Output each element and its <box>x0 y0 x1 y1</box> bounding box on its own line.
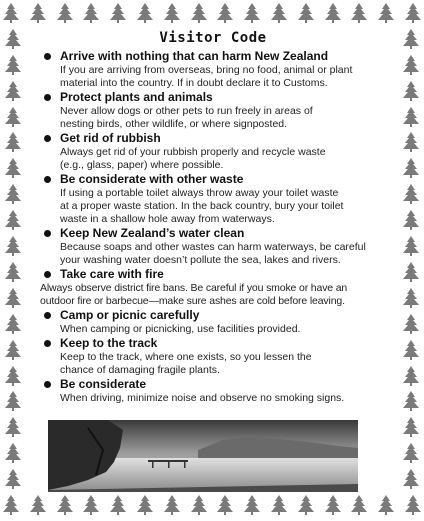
pine-tree-icon <box>322 494 344 516</box>
pine-tree-icon <box>214 2 236 24</box>
pine-tree-icon <box>27 2 49 24</box>
pine-tree-icon <box>2 313 24 335</box>
item-title: Keep New Zealand’s water clean <box>60 226 245 240</box>
item-title: Take care with fire <box>60 267 164 281</box>
item-title: Be considerate <box>60 377 147 391</box>
pine-tree-icon <box>400 468 422 490</box>
lake-landscape-photo <box>48 420 358 492</box>
pine-tree-icon <box>2 209 24 231</box>
item-title: Keep to the track <box>60 336 158 350</box>
pine-tree-icon <box>107 2 129 24</box>
pine-tree-icon <box>2 106 24 128</box>
pine-tree-icon <box>188 494 210 516</box>
pine-tree-icon <box>2 287 24 309</box>
pine-tree-icon <box>161 494 183 516</box>
pine-tree-icon <box>2 235 24 257</box>
pine-tree-icon <box>295 494 317 516</box>
list-item <box>38 267 388 308</box>
pine-tree-icon <box>268 2 290 24</box>
item-description: Never allow dogs or other pets to run freely in areas of nesting birds, other wildlife, or where signposted. <box>60 105 313 130</box>
item-description: If you are arriving from overseas, bring no food, animal or plant material into the country. If in doubt declare it to Customs. <box>60 64 353 89</box>
pine-tree-icon <box>322 2 344 24</box>
pine-tree-icon <box>2 468 24 490</box>
pine-tree-icon <box>2 131 24 153</box>
pine-tree-icon <box>402 2 424 24</box>
pine-tree-icon <box>400 157 422 179</box>
pine-tree-icon <box>2 416 24 438</box>
pine-tree-icon <box>54 494 76 516</box>
pine-tree-icon <box>80 494 102 516</box>
item-description: Because soaps and other wastes can harm waterways, be careful your washing water doesn’t pollute the sea, lakes and rivers. <box>60 241 366 266</box>
list-item <box>38 377 388 405</box>
pine-tree-icon <box>2 390 24 412</box>
pine-tree-icon <box>27 494 49 516</box>
pine-tree-icon <box>0 2 22 24</box>
pine-tree-icon <box>400 54 422 76</box>
pine-tree-icon <box>0 494 22 516</box>
pine-tree-icon <box>400 28 422 50</box>
item-title: Get rid of rubbish <box>60 131 161 145</box>
bullet-icon <box>44 230 51 237</box>
pine-tree-icon <box>134 494 156 516</box>
bullet-icon <box>44 271 51 278</box>
pine-tree-icon <box>400 287 422 309</box>
pine-tree-icon <box>80 2 102 24</box>
item-description: When camping or picnicking, use facilities provided. <box>60 323 301 335</box>
item-description: Always get rid of your rubbish properly and recycle waste (e.g., glass, paper) where possible. <box>60 146 326 171</box>
item-title: Protect plants and animals <box>60 90 213 104</box>
list-item <box>38 226 388 267</box>
list-item <box>38 172 388 226</box>
pine-tree-icon <box>400 183 422 205</box>
pine-tree-icon <box>400 442 422 464</box>
list-item <box>38 308 388 336</box>
pine-tree-icon <box>400 106 422 128</box>
pine-tree-icon <box>400 339 422 361</box>
pine-tree-icon <box>161 2 183 24</box>
pine-tree-icon <box>188 2 210 24</box>
bullet-icon <box>44 135 51 142</box>
page-title: Visitor Code <box>159 30 267 46</box>
item-title: Camp or picnic carefully <box>60 308 200 322</box>
pine-tree-icon <box>348 494 370 516</box>
bullet-icon <box>44 340 51 347</box>
pine-tree-icon <box>2 28 24 50</box>
item-description: When driving, minimize noise and observe no smoking signs. <box>60 392 345 404</box>
pine-tree-icon <box>107 494 129 516</box>
pine-tree-icon <box>295 2 317 24</box>
pine-tree-icon <box>2 157 24 179</box>
bullet-icon <box>44 53 51 60</box>
pine-tree-icon <box>400 209 422 231</box>
pine-tree-icon <box>400 131 422 153</box>
pine-tree-icon <box>241 2 263 24</box>
pine-tree-icon <box>214 494 236 516</box>
pine-tree-icon <box>348 2 370 24</box>
pine-tree-icon <box>375 2 397 24</box>
list-item <box>38 131 388 172</box>
pine-tree-icon <box>402 494 424 516</box>
pine-tree-icon <box>2 54 24 76</box>
pine-tree-icon <box>400 261 422 283</box>
content <box>38 30 388 405</box>
item-title: Arrive with nothing that can harm New Zealand <box>60 49 329 63</box>
item-description: Keep to the track, where one exists, so you lessen the chance of damaging fragile plants. <box>60 351 312 376</box>
pine-tree-icon <box>2 365 24 387</box>
pine-tree-icon <box>268 494 290 516</box>
pine-tree-icon <box>2 261 24 283</box>
pine-tree-icon <box>241 494 263 516</box>
pine-tree-icon <box>2 80 24 102</box>
item-description: Always observe district fire bans. Be careful if you smoke or have an outdoor fire or barbecue—make sure ashes are cold before leaving. <box>40 282 348 307</box>
bullet-icon <box>44 312 51 319</box>
pine-tree-icon <box>2 442 24 464</box>
list-item <box>38 336 388 377</box>
pine-tree-icon <box>400 365 422 387</box>
bullet-icon <box>44 94 51 101</box>
bullet-icon <box>44 176 51 183</box>
pine-tree-icon <box>2 183 24 205</box>
pine-tree-icon <box>400 313 422 335</box>
pine-tree-icon <box>375 494 397 516</box>
item-description: If using a portable toilet always throw away your toilet waste at a proper waste station. In the back country, bury your toilet waste in a shallow hole away from waterways. <box>60 187 344 225</box>
item-title: Be considerate with other waste <box>60 172 244 186</box>
pine-tree-icon <box>400 235 422 257</box>
bullet-icon <box>44 381 51 388</box>
pine-tree-icon <box>134 2 156 24</box>
pine-tree-icon <box>2 339 24 361</box>
pine-tree-icon <box>400 416 422 438</box>
pine-tree-icon <box>400 390 422 412</box>
pine-tree-icon <box>400 80 422 102</box>
list-item <box>38 90 388 131</box>
pine-tree-icon <box>54 2 76 24</box>
list-item <box>38 49 388 90</box>
